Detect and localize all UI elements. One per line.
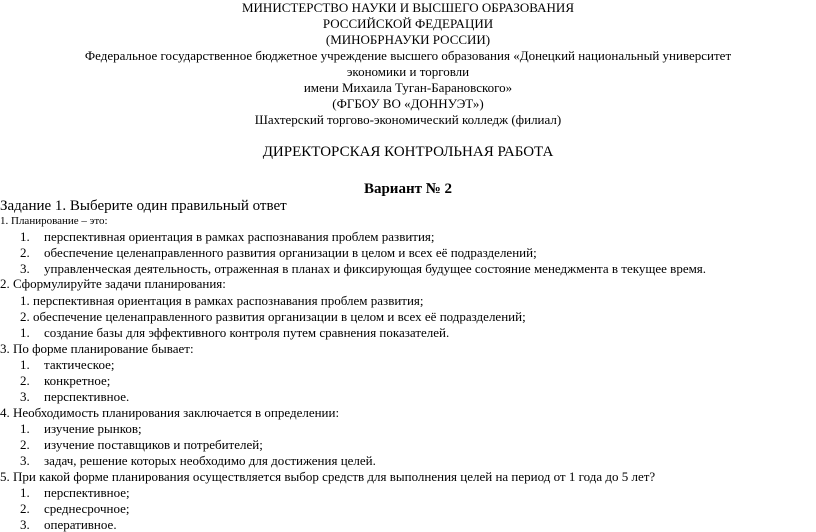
answer-item: 1. тактическое; (20, 357, 115, 372)
college-line: Шахтерский торгово-экономический колледж (филиал) (254, 112, 562, 127)
variant-heading: Вариант № 2 (363, 181, 453, 197)
answer-item: 3. задач, решение которых необходимо для достижения целей. (20, 453, 376, 468)
task-heading: Задание 1. Выберите один правильный ответ (0, 198, 287, 214)
question-1: 1. Планирование – это: (0, 215, 108, 227)
answer-item: 1. создание базы для эффективного контроля путем сравнения показателей. (20, 325, 450, 340)
answer-item: 2. обеспечение целенаправленного развития организации в целом и всех её подразделений; (20, 309, 526, 324)
institution-abbr-line: (ФГБОУ ВО «ДОННУЭТ») (332, 96, 484, 111)
answer-item: 2. среднесрочное; (20, 501, 130, 516)
federation-line: РОССИЙСКОЙ ФЕДЕРАЦИИ (322, 16, 494, 31)
answer-item: 3. перспективное. (20, 389, 130, 404)
question-4: 4. Необходимость планирования заключается в определении: (0, 405, 340, 420)
institution-line-2: экономики и торговли (346, 64, 470, 79)
answer-item: 1. изучение рынков; (20, 421, 142, 436)
question-2: 2. Сформулируйте задачи планирования: (0, 276, 226, 291)
answer-item: 1. перспективная ориентация в рамках распознавания проблем развития; (20, 293, 424, 308)
question-3: 3. По форме планирование бывает: (0, 341, 194, 356)
answer-item: 2. изучение поставщиков и потребителей; (20, 437, 263, 452)
answer-item: 3. управленческая деятельность, отраженная в планах и фиксирующая будущее состояние менеджмента в текущее время. (20, 261, 707, 276)
answer-item: 2. конкретное; (20, 373, 111, 388)
ministry-abbr-line: (МИНОБРНАУКИ РОССИИ) (325, 32, 491, 47)
institution-name-line: имени Михаила Туган-Барановского» (303, 80, 513, 95)
question-5: 5. При какой форме планирования осуществляется выбор средств для выполнения целей на период от 1 года до 5 лет? (0, 469, 656, 484)
answer-item: 2. обеспечение целенаправленного развития организации в целом и всех её подразделений; (20, 245, 537, 260)
institution-line: Федеральное государственное бюджетное учреждение высшего образования «Донецкий национальный университет (84, 48, 732, 63)
answer-item: 1. перспективное; (20, 485, 130, 500)
ministry-line: МИНИСТЕРСТВО НАУКИ И ВЫСШЕГО ОБРАЗОВАНИЯ (241, 0, 574, 15)
answer-item: 3. оперативное. (20, 517, 117, 532)
document-title: ДИРЕКТОРСКАЯ КОНТРОЛЬНАЯ РАБОТА (262, 144, 554, 160)
answer-item: 1. перспективная ориентация в рамках распознавания проблем развития; (20, 229, 435, 244)
